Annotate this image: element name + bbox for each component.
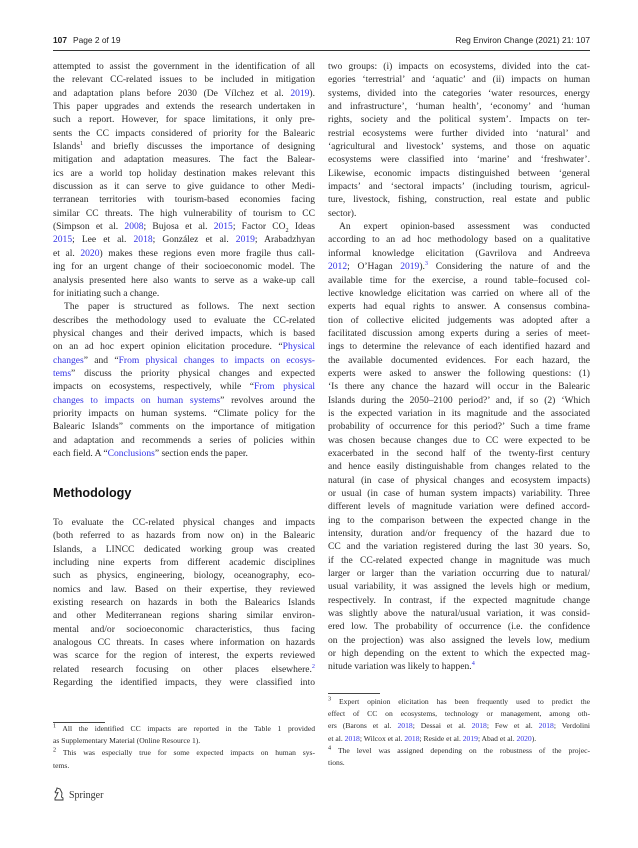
springer-logo (53, 787, 103, 804)
text-line (328, 113, 590, 126)
text-segment: two groups: (i) impacts on ecosystems, divided into the cat- (328, 61, 590, 72)
text-line (53, 287, 315, 300)
text-segment: Likewise, economic impacts distinguished between ‘general (328, 167, 590, 179)
text-line (53, 596, 315, 609)
section-heading-methodology: Methodology (53, 486, 132, 500)
text-segment: is the expected variation in its magnitude and the associated (328, 407, 590, 419)
text-line (328, 594, 590, 607)
text-segment: ; Bujosa et al. (143, 221, 214, 233)
text-segment: was slightly above the natural/usual variation, it was consid- (328, 608, 590, 620)
text-segment: describes the methodology used to evaluate the CC-related (53, 314, 315, 326)
text-segment: or usual (in case of human system impacts) variability. Three (328, 488, 590, 499)
text-line (53, 260, 315, 273)
text-line (53, 314, 315, 327)
text-segment: existing research on hazards in both the Balearics Islands (53, 597, 315, 609)
footnote-marker: 1 (80, 139, 84, 147)
text-line (53, 609, 315, 622)
text-line (53, 636, 315, 649)
text-segment: for initiating such a change. (53, 287, 160, 299)
reference-link[interactable]: 2015 (213, 221, 233, 233)
text-segment: impacts on ecosystems, respectively, while “ (53, 381, 254, 393)
text-segment: ” revolves around the (220, 394, 315, 406)
text-line (328, 407, 590, 420)
text-segment: if the CC-related expected change in magnitude was much (328, 554, 590, 566)
text-segment: lective knowledge elicitation was carried on where all of the (328, 287, 590, 299)
left-column-methodology (53, 516, 315, 689)
text-segment: analysis presented here also wants to serve as a wake-up call (53, 274, 315, 286)
text-segment: ‘agricultural and livestock’ systems, and those on aquatic (328, 141, 590, 153)
article-number: 107 (53, 35, 67, 45)
text-line (328, 554, 590, 567)
text-segment: Islands during the 2050–2100 period?’ and, if so (2) ‘Which (328, 394, 590, 406)
text-segment: analogous CC threats. In cases where information on hazards (53, 637, 315, 649)
text-line (53, 87, 315, 100)
text-segment: egories ‘terrestrial’ and ‘aquatic’ and (ii) impacts on human (328, 74, 590, 86)
text-line (53, 543, 315, 556)
text-segment: Islands, a LINCC dedicated working group was created (53, 543, 315, 555)
text-segment: ). (531, 733, 537, 743)
text-segment: ; Abad et al. (477, 733, 517, 743)
text-segment: Regarding the identified impacts, they were classified into (53, 677, 315, 689)
reference-link[interactable]: From physical (253, 381, 315, 393)
left-column-intro (53, 60, 315, 460)
text-line (53, 663, 315, 676)
text-segment: attempted to assist the government in the identification of all (53, 61, 315, 72)
footnote-line (53, 760, 315, 772)
text-segment: priority impacts on human systems. “Climate policy for the (53, 407, 315, 419)
text-segment: ; Reside et al. (419, 733, 463, 743)
text-line (328, 567, 590, 580)
text-segment: and infrastructure’, ‘human health’, ‘economy’ and ‘human (328, 101, 590, 113)
footnote-marker: 1 (53, 722, 57, 730)
text-line (53, 516, 315, 529)
footnote-line (53, 747, 315, 759)
text-line (53, 380, 315, 393)
text-segment: and adaptation plans before 2030 (De Vílchez et al. (53, 87, 291, 99)
text-segment: restrial ecosystems were further divided into ‘natural’ and (328, 127, 590, 139)
reference-link[interactable]: changes (53, 354, 84, 366)
reference-link[interactable]: 2012 (328, 261, 348, 273)
text-line (328, 100, 590, 113)
footnotes-right (328, 696, 590, 769)
text-segment: et al. (328, 733, 345, 743)
text-line (328, 73, 590, 86)
text-segment: ” and “ (83, 354, 119, 366)
text-segment: ; Factor CO (232, 221, 286, 233)
text-line (53, 583, 315, 596)
footnote-line (328, 720, 590, 732)
text-segment: ; Wilcox et al. (359, 733, 405, 743)
text-segment: ing for an urgent change of their socioeconomic model. The (53, 261, 315, 273)
footnote-marker: 2 (53, 746, 57, 754)
footnote-line (328, 708, 590, 720)
footnotes-left (53, 723, 315, 772)
text-segment: ecosystems were classified into ‘marine’ and ‘freshwater’. (328, 154, 590, 166)
text-segment: sents the CC impacts considered of priority for the Balearic (53, 127, 315, 139)
reference-link[interactable]: 2019 (462, 733, 478, 743)
text-line (53, 113, 315, 126)
text-segment: similar CC threats. The high vulnerability of tourism to CC (53, 207, 315, 219)
text-line (53, 447, 315, 460)
text-line (53, 407, 315, 420)
text-segment: informal knowledge elicitation (Gavrilova and Andreeva (328, 247, 590, 259)
text-line (53, 153, 315, 166)
text-segment: The level was assigned depending on the robustness of the projec- (331, 745, 590, 755)
text-segment: exacerbated in the second half of the twenty-first century (328, 447, 590, 459)
text-segment: ” section ends the paper. (154, 447, 248, 459)
text-line (53, 140, 315, 153)
text-line (328, 87, 590, 100)
text-line (53, 556, 315, 569)
text-segment: mitigation and adaptation measures. The fact the Balear- (53, 154, 315, 166)
running-header-left (53, 35, 120, 45)
text-line (53, 100, 315, 113)
text-line (328, 434, 590, 447)
text-segment: and hence easily distinguishable from changes related to the (328, 461, 590, 473)
text-segment: on an ad hoc expert opinion elicitation procedure. “ (53, 341, 283, 353)
text-line (328, 207, 590, 220)
text-line (328, 474, 590, 487)
text-segment: facilitated discussion among experts during a series of meet- (328, 327, 590, 339)
text-line (53, 180, 315, 193)
reference-link[interactable]: 2018 (404, 733, 420, 743)
text-line (328, 167, 590, 180)
text-line (328, 314, 590, 327)
text-line (53, 167, 315, 180)
text-line (328, 274, 590, 287)
text-segment: Considering the nature of and the (427, 261, 590, 273)
text-segment: the available documented evidences. For each hazard, the (328, 354, 590, 366)
text-segment: ; Lee et al. (72, 234, 134, 246)
right-column-text (328, 60, 590, 674)
text-line (328, 247, 590, 260)
text-line (328, 327, 590, 340)
text-segment: ; González et al. (152, 234, 236, 246)
text-line (328, 180, 590, 193)
page-label: Page 2 of 19 (72, 35, 121, 45)
text-segment: as Supplementary Material (Online Resource 1). (53, 736, 201, 746)
text-segment: rights, society and the political system’. Impacts on ter- (328, 114, 590, 126)
text-line (328, 527, 590, 540)
text-line (328, 287, 590, 300)
text-segment: ) makes these regions even more fragile thus call- (99, 247, 315, 259)
text-line (328, 260, 590, 273)
reference-link[interactable]: 2019 (235, 234, 255, 246)
footnote-marker: 4 (328, 744, 332, 752)
text-segment: respectively. In contrast, if the expected magnitude change (328, 594, 590, 606)
text-line (328, 460, 590, 473)
reference-link[interactable]: From physical changes to impacts on ecosys- (118, 354, 315, 366)
text-segment: and other Mediterranean regions sharing similar environ- (53, 610, 315, 622)
footnote-marker-link[interactable]: 3 (424, 259, 428, 267)
text-line (328, 420, 590, 433)
text-segment: et al. (53, 247, 81, 259)
reference-link[interactable]: 2020 (80, 247, 100, 259)
text-segment: experts had equal rights to answer. A consensus combina- (328, 301, 590, 313)
reference-link[interactable]: 2015 (53, 234, 73, 246)
text-segment: was scarce for the region of interest, the experts reviewed (53, 650, 315, 662)
footnote-line (328, 757, 590, 769)
text-line (53, 300, 315, 313)
journal-citation: Reg Environ Change (2021) 21: 107 (455, 35, 590, 45)
text-line (328, 660, 590, 673)
reference-link[interactable]: 2019 (290, 87, 310, 99)
text-segment: impacts’ and ‘sectoral impacts’ (including tourism, agricul- (328, 181, 590, 193)
reference-link[interactable]: 2018 (538, 721, 554, 731)
text-line (328, 140, 590, 153)
text-segment: ers (Barons et al. (328, 721, 398, 731)
text-line (328, 354, 590, 367)
text-segment: systems, divided into the categories ‘water resources, energy (328, 87, 590, 99)
text-segment: such a report. However, for space limitations, it only pre- (53, 114, 315, 126)
reference-link[interactable]: Physical (282, 341, 315, 353)
text-segment: usual variability, it was assigned the levels high or medium, (328, 581, 590, 593)
text-line (328, 487, 590, 500)
footnote-rule-right (328, 693, 380, 694)
reference-link[interactable]: tems (53, 367, 72, 379)
text-segment: experts were asked to answer the following questions: (1) (328, 367, 590, 379)
text-segment: was chosen because changes due to CC were expected to be (328, 434, 590, 446)
text-segment: ). (419, 261, 425, 273)
text-segment: To evaluate the CC-related physical changes and impacts (53, 517, 315, 528)
text-line (53, 394, 315, 407)
footnote-line (328, 745, 590, 757)
reference-link[interactable]: 2020 (516, 733, 532, 743)
text-line (328, 153, 590, 166)
reference-link[interactable]: 2018 (344, 733, 360, 743)
text-line (328, 634, 590, 647)
text-line (328, 233, 590, 246)
reference-link[interactable]: 2019 (400, 261, 420, 273)
text-segment: ered low. The probability of occurrence (i.e. the confidence (328, 621, 590, 633)
springer-knight-icon (53, 787, 65, 804)
text-segment: Ideas (288, 221, 315, 233)
text-line (328, 300, 590, 313)
text-segment: terranean territories with tourism-based economies facing (53, 194, 315, 206)
text-segment: ; Verdolini (553, 721, 590, 731)
text-segment: such as physics, engineering, biology, oceanography, eco- (53, 570, 315, 582)
text-line (53, 60, 315, 73)
text-segment: Balearic Islands” comments on the importance of mitigation (53, 421, 315, 433)
footnote-marker: 3 (328, 695, 332, 703)
text-segment: ‘Is there any chance the hazard will occur in the Balearic (328, 381, 590, 393)
header-rule (53, 50, 590, 51)
reference-link[interactable]: 2008 (124, 221, 144, 233)
text-segment: tems. (53, 760, 70, 770)
text-segment: discussion as it can serve to give guidance to other Medi- (53, 181, 315, 193)
text-segment: on the projection) was also assigned the levels low, medium (328, 634, 590, 646)
text-segment: Islands (53, 141, 81, 153)
text-segment: available time for the exercise, a round table–focused col- (328, 274, 590, 286)
text-line (328, 620, 590, 633)
text-segment: different levels of magnitude variation were defined accord- (328, 501, 590, 513)
text-segment: or high depending on the extent to which the expected mag- (328, 648, 590, 660)
text-segment: natural (in case of physical changes and ecosystem impacts) (328, 474, 590, 486)
text-line (53, 220, 315, 233)
text-line (328, 380, 590, 393)
text-segment: related research focusing on other places elsewhere. (53, 663, 312, 675)
text-line (53, 233, 315, 246)
text-line (328, 340, 590, 353)
text-line (53, 354, 315, 367)
text-line (328, 514, 590, 527)
text-line (53, 193, 315, 206)
text-segment: All the identified CC impacts are reported in the Table 1 provided (56, 724, 315, 733)
reference-link[interactable]: 2018 (397, 721, 413, 731)
text-segment: physical changes and their derived impacts, which is based (53, 327, 315, 339)
text-segment: according to an ad hoc methodology based on a qualitative (328, 234, 590, 246)
reference-link[interactable]: changes to impacts on human systems (53, 394, 221, 406)
footnote-line (328, 696, 590, 708)
text-segment: An expert opinion-based assessment was conducted (339, 221, 590, 233)
text-line (328, 500, 590, 513)
text-segment: sector). (328, 207, 357, 219)
text-line (53, 73, 315, 86)
text-segment: This paper upgrades and extends the research undertaken in (53, 101, 315, 113)
text-segment: nitude variation was likely to happen. (328, 661, 472, 673)
text-line (328, 367, 590, 380)
text-line (328, 220, 590, 233)
footnote-line (53, 723, 315, 735)
text-line (53, 649, 315, 662)
text-line (53, 247, 315, 260)
text-line (328, 127, 590, 140)
text-segment: ; O’Hagan (347, 261, 401, 273)
springer-logo-text: Springer (69, 790, 104, 801)
text-segment: the relevant CC-related issues to be included in mitigation (53, 74, 315, 86)
text-line (53, 367, 315, 380)
footnote-marker-link[interactable]: 2 (311, 662, 315, 670)
text-segment: The paper is structured as follows. The next section (64, 301, 315, 313)
subscript: 2 (285, 227, 289, 235)
text-segment: and adaptation and recommends a series of policies within (53, 434, 315, 446)
text-segment: nomics and law. Based on their expertise, they reviewed (53, 583, 315, 595)
text-segment: ). (309, 87, 315, 99)
text-segment: ; Dessai et al. (412, 721, 472, 731)
text-segment: CC and the variation registered during the last 30 years. So, (328, 541, 590, 553)
text-line (53, 207, 315, 220)
footnote-marker-link[interactable]: 4 (471, 660, 475, 668)
text-line (328, 193, 590, 206)
text-line (53, 529, 315, 542)
text-segment: ; Arabadzhyan (254, 234, 315, 246)
text-line (53, 420, 315, 433)
text-line (53, 434, 315, 447)
text-segment: (Simpson et al. (53, 221, 125, 233)
text-line (53, 569, 315, 582)
text-segment: ing to the comparison between the expected change in the (328, 514, 590, 526)
text-line (328, 447, 590, 460)
text-segment: tions. (328, 757, 345, 767)
text-segment: Expert opinion elicitation has been frequently used to predict the (331, 697, 590, 706)
text-segment: This was especially true for some expected impacts on human sys- (56, 748, 315, 758)
text-segment: ings to determine the relevance of each identified hazard and (328, 341, 590, 353)
text-segment: larger or larger than the variation occurring due to natural/ (328, 568, 590, 580)
text-line (53, 127, 315, 140)
text-segment: and briefly discusses the importance of designing (83, 141, 315, 153)
reference-link[interactable]: 2018 (133, 234, 153, 246)
text-segment: (both referred to as hazards from now on) in the Balearic (53, 530, 315, 542)
text-segment: probability of occurrence for this period?’ Such a time frame (328, 421, 590, 433)
text-segment: mental and/or socioeconomic characteristics, thus facing (53, 623, 315, 635)
text-segment: ics are a world top holiday destination makes relevant this (53, 167, 315, 179)
text-line (53, 340, 315, 353)
text-segment: effect of CC on ecosystems, technology or management, among oth- (328, 709, 590, 719)
text-segment: intensity, duration and/or frequency of the hazard due to (328, 528, 590, 540)
text-segment: including nine experts from different academic disciplines (53, 557, 315, 569)
text-line (328, 394, 590, 407)
text-line (53, 623, 315, 636)
text-line (53, 274, 315, 287)
text-line (328, 60, 590, 73)
text-segment: tion of collective elicited judgements was adopted after a (328, 314, 590, 326)
text-line (53, 676, 315, 689)
text-segment: ; Few et al. (486, 721, 539, 731)
reference-link[interactable]: Conclusions (107, 447, 155, 459)
footnote-line (53, 735, 315, 747)
text-line (328, 607, 590, 620)
text-segment: ture, livestock, fishing, construction, real estate and public (328, 194, 590, 206)
reference-link[interactable]: 2018 (471, 721, 487, 731)
text-segment: each field. A “ (53, 447, 108, 459)
text-line (328, 647, 590, 660)
footnote-line (328, 733, 590, 745)
text-line (328, 580, 590, 593)
text-segment: ” discuss the priority physical changes and expected (71, 367, 315, 379)
text-line (328, 540, 590, 553)
text-line (53, 327, 315, 340)
